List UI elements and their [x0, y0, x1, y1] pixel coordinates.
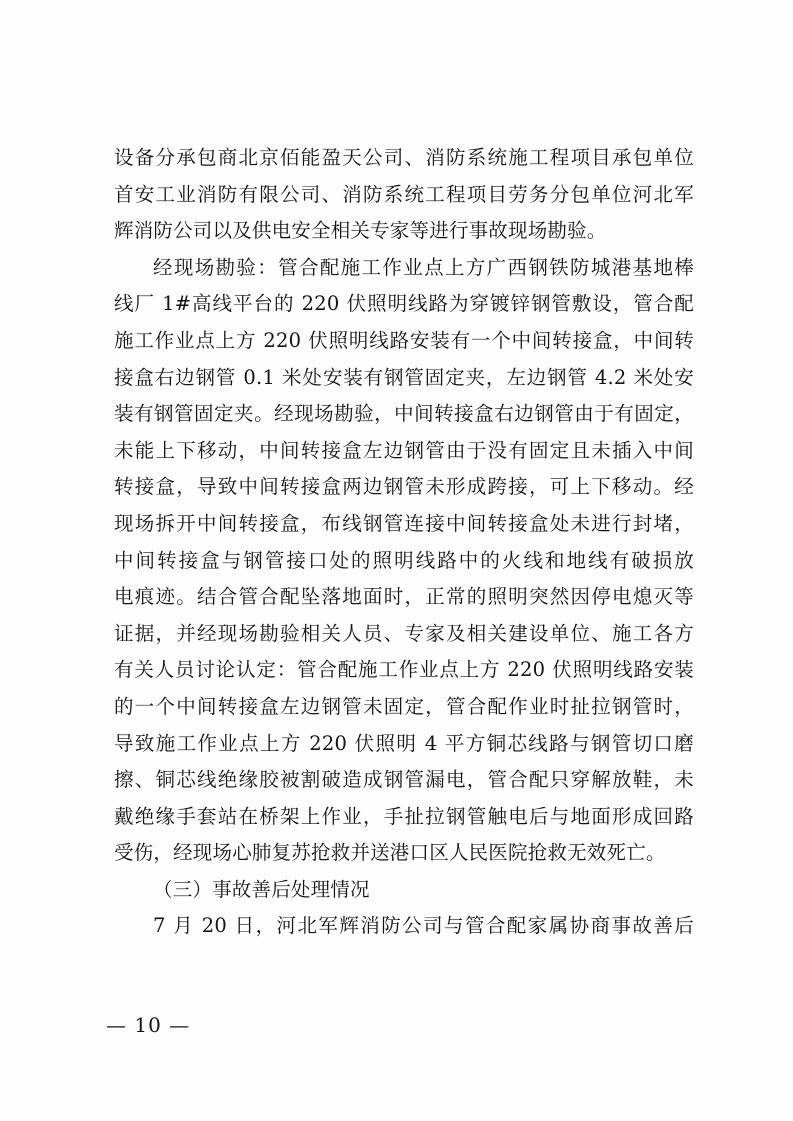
text-line: 辉消防公司以及供电安全相关专家等进行事故现场勘验。	[114, 219, 607, 243]
text-line: 的一个中间转接盒左边钢管未固定，管合配作业时扯拉钢管时，	[114, 694, 694, 718]
text-line: 装有钢管固定夹。经现场勘验，中间转接盒右边钢管由于有固定，	[114, 402, 694, 426]
text-line: 设备分承包商北京佰能盈天公司、消防系统施工程项目承包单位	[114, 146, 694, 169]
text-line: 现场拆开中间转接盒，布线钢管连接中间转接盒处未进行封堵，	[114, 511, 694, 535]
text-line: 导致施工作业点上方 220 伏照明 4 平方铜芯线路与钢管切口磨	[114, 731, 694, 755]
body-text	[114, 140, 694, 945]
text-line: 转接盒，导致中间转接盒两边钢管未形成跨接，可上下移动。经	[114, 475, 694, 499]
text-line: 首安工业消防有限公司、消防系统工程项目劳务分包单位河北军	[114, 182, 694, 206]
section-heading: （三）事故善后处理情况	[153, 877, 370, 901]
text-line: 证据，并经现场勘验相关人员、专家及相关建设单位、施工各方	[114, 621, 694, 645]
text-line: 线厂 1#高线平台的 220 伏照明线路为穿镀锌钢管敷设，管合配	[114, 292, 694, 316]
text-line: 电痕迹。结合管合配坠落地面时，正常的照明突然因停电熄灭等	[114, 585, 694, 609]
text-line: 受伤，经现场心肺复苏抢救并送港口区人民医院抢救无效死亡。	[114, 841, 666, 865]
text-line: 中间转接盒与钢管接口处的照明线路中的火线和地线有破损放	[114, 548, 694, 572]
text-line: 未能上下移动，中间转接盒左边钢管由于没有固定且未插入中间	[114, 438, 694, 462]
text-line: 经现场勘验：管合配施工作业点上方广西钢铁防城港基地棒	[153, 255, 694, 279]
text-line: 接盒右边钢管 0.1 米处安装有钢管固定夹，左边钢管 4.2 米处安	[114, 365, 694, 389]
text-line: 有关人员讨论认定：管合配施工作业点上方 220 伏照明线路安装	[114, 658, 694, 682]
page-number: — 10 —	[106, 1013, 191, 1037]
text-line: 擦、铜芯线绝缘胶被割破造成钢管漏电，管合配只穿解放鞋，未	[114, 768, 694, 792]
text-line: 戴绝缘手套站在桥架上作业，手扯拉钢管触电后与地面形成回路	[114, 804, 694, 828]
text-line: 7 月 20 日，河北军辉消防公司与管合配家属协商事故善后	[153, 914, 694, 938]
text-line: 施工作业点上方 220 伏照明线路安装有一个中间转接盒，中间转	[114, 328, 694, 352]
